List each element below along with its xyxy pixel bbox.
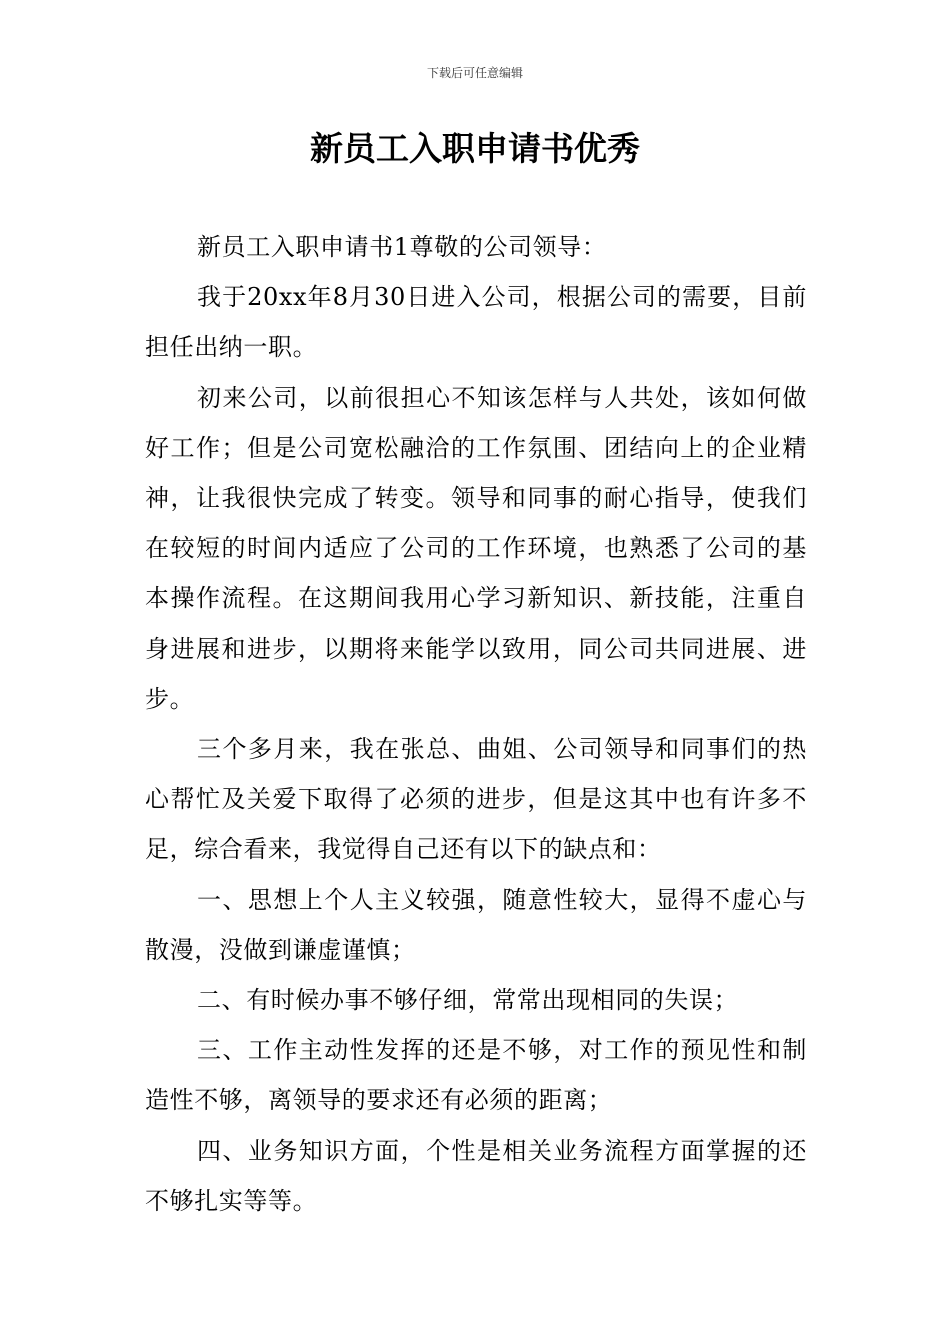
paragraph-list-item: 三、工作主动性发挥的还是不够，对工作的预见性和制造性不够，离领导的要求还有必须的距离； — [145, 1036, 807, 1115]
paragraph: 初来公司，以前很担心不知该怎样与人共处，该如何做好工作；但是公司宽松融洽的工作氛围、团结向上的企业精神，让我很快完成了转变。领导和同事的耐心指导，使我们在较短的时间内适应了公司的工作环境，也熟悉了公司的基本操作流程。在这期间我用心学习新知识、新技能，注重自身进展和进步，以期将来能学以致用，同公司共同进展、进步。 — [145, 383, 807, 713]
paragraph-list-item: 四、业务知识方面，个性是相关业务流程方面掌握的还不够扎实等等。 — [145, 1136, 807, 1215]
header-note: 下载后可任意编辑 — [426, 66, 523, 80]
paragraph: 三个多月来，我在张总、曲姐、公司领导和同事们的热心帮忙及关爱下取得了必须的进步，但是这其中也有许多不足，综合看来，我觉得自己还有以下的缺点和： — [145, 735, 807, 864]
paragraph-salutation: 新员工入职申请书1尊敬的公司领导： — [197, 233, 607, 261]
paragraph-list-item: 一、思想上个人主义较强，随意性较大，显得不虚心与散漫，没做到谦虚谨慎； — [145, 885, 807, 964]
document-body — [145, 222, 807, 1226]
document-title: 新员工入职申请书优秀 — [310, 129, 640, 168]
paragraph: 我于20xx年8月30日进入公司，根据公司的需要，目前担任出纳一职。 — [145, 283, 807, 362]
paragraph-list-item: 二、有时候办事不够仔细，常常出现相同的失误； — [197, 986, 739, 1015]
